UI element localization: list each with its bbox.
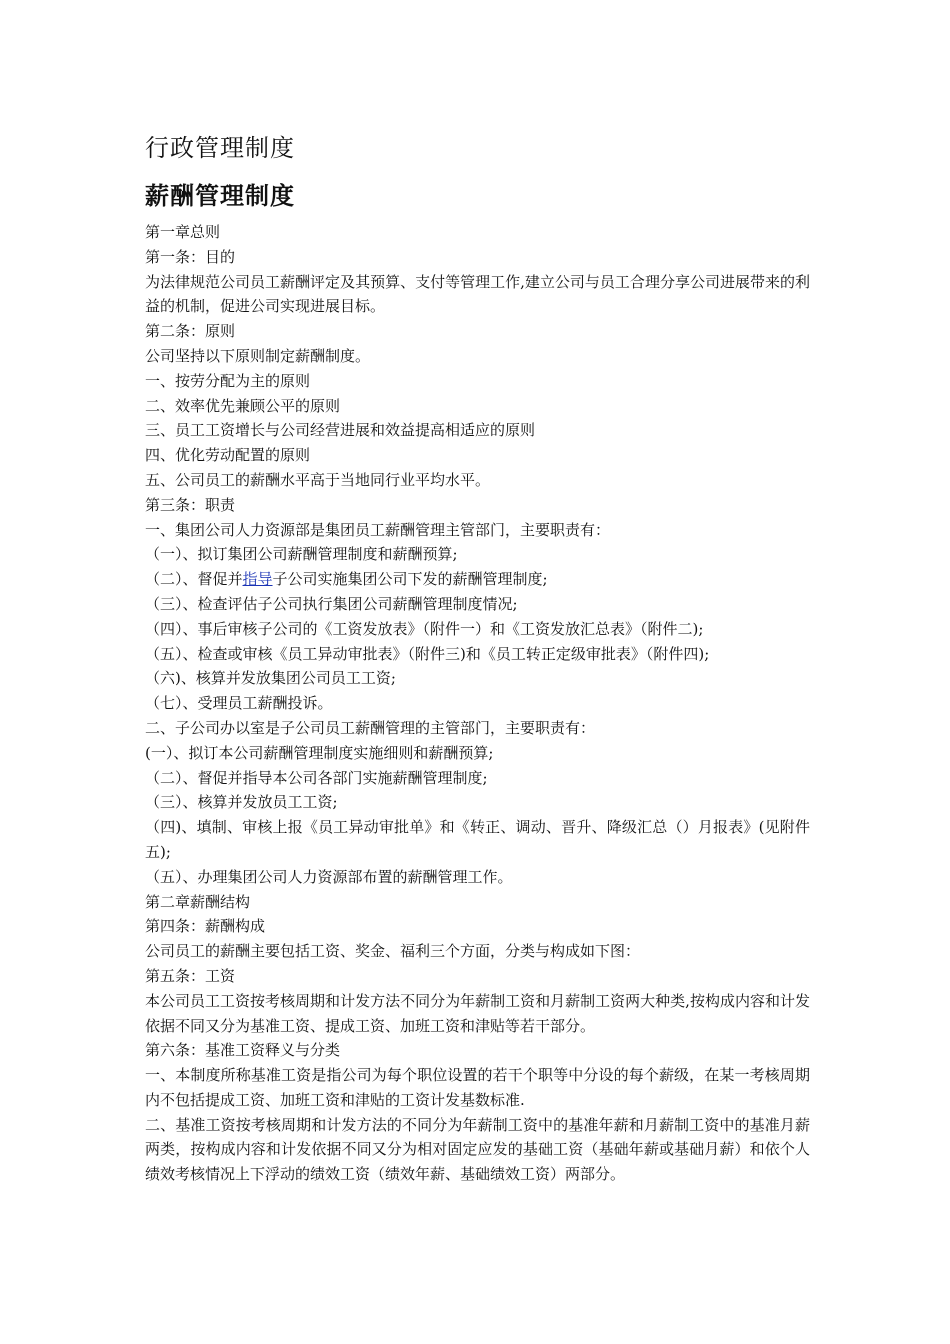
list-item: 一、集团公司人力资源部是集团员工薪酬管理主管部门，主要职责有： — [145, 520, 611, 539]
article-heading: 第五条：工资 — [145, 966, 236, 985]
list-item: （二）、督促并指导本公司各部门实施薪酬管理制度; — [145, 768, 488, 787]
document-page — [145, 130, 810, 1187]
paragraph: 公司坚持以下原则制定薪酬制度。 — [145, 346, 371, 365]
chapter-heading: 第二章薪酬结构 — [145, 892, 251, 911]
list-item: （六)、核算并发放集团公司员工工资; — [145, 669, 396, 688]
article-heading: 第二条：原则 — [145, 322, 236, 341]
chapter-heading: 第一章总则 — [145, 223, 221, 241]
list-item: （一）、拟订集团公司薪酬管理制度和薪酬预算; — [145, 545, 458, 564]
article-heading: 第四条：薪酬构成 — [145, 917, 266, 936]
list-item: 二、效率优先兼顾公平的原则 — [145, 396, 341, 415]
list-item — [145, 567, 810, 592]
paragraph: 二、基准工资按考核周期和计发方法的不同分为年薪制工资中的基准年薪和月薪制工资中的基准月薪两类，按构成内容和计发依据不同又分为相对固定应发的基础工资（基础年薪或基础月薪）和依个人绩效考核情况上下浮动的绩效工资（绩效年薪、基础绩效工资）两部分。 — [145, 1115, 810, 1184]
list-item: （五）、办理集团公司人力资源部布置的薪酬管理工作。 — [145, 867, 513, 886]
list-item: （四）、事后审核子公司的《工资发放表》（附件一）和《工资发放汇总表》（附件二); — [145, 619, 704, 638]
list-item: 一、按劳分配为主的原则 — [145, 371, 311, 390]
list-item: （七）、受理员工薪酬投诉。 — [145, 694, 333, 713]
paragraph: 为法律规范公司员工薪酬评定及其预算、支付等管理工作,建立公司与员工合理分享公司进展带来的利益的机制，促进公司实现进展目标。 — [145, 272, 810, 316]
section-title: 薪酬管理制度 — [145, 182, 295, 210]
paragraph: 一、本制度所称基准工资是指公司为每个职位设置的若干个职等中分设的每个薪级，在某一考核周期内不包括提成工资、加班工资和津贴的工资计发基数标准. — [145, 1066, 810, 1109]
article-heading: 第一条：目的 — [145, 247, 236, 266]
article-heading: 第六条：基准工资释义与分类 — [145, 1041, 341, 1060]
list-item: (一）、拟订本公司薪酬管理制度实施细则和薪酬预算; — [145, 743, 494, 762]
article-heading: 第三条：职责 — [145, 495, 236, 514]
list-item: 二、子公司办以室是子公司员工薪酬管理的主管部门，主要职责有： — [145, 718, 596, 737]
list-item: （四)、填制、审核上报《员工异动审批单》和《转正、调动、晋升、降级汇总（）月报表》(见附件五); — [145, 818, 810, 861]
paragraph: 本公司员工工资按考核周期和计发方法不同分为年薪制工资和月薪制工资两大种类,按构成内容和计发依据不同又分为基准工资、提成工资、加班工资和津贴等若干部分。 — [145, 991, 810, 1035]
guide-link[interactable]: 指导 — [242, 570, 273, 589]
list-item: 五、公司员工的薪酬水平高于当地同行业平均水平。 — [145, 470, 491, 489]
document-title: 行政管理制度 — [145, 134, 295, 162]
list-item: （五）、检查或审核《员工异动审批表》（附件三)和《员工转正定级审批表》（附件四); — [145, 644, 710, 663]
list-item: （三）、核算并发放员工工资; — [145, 793, 338, 812]
list-item-text: （二）、督促并 — [145, 570, 243, 589]
paragraph: 公司员工的薪酬主要包括工资、奖金、福利三个方面，分类与构成如下图： — [145, 942, 641, 961]
list-item: 三、员工工资增长与公司经营进展和效益提高相适应的原则 — [145, 421, 536, 440]
list-item-text: 子公司实施集团公司下发的薪酬管理制度; — [272, 570, 548, 589]
list-item: （三）、检查评估子公司执行集团公司薪酬管理制度情况; — [145, 594, 518, 613]
list-item: 四、优化劳动配置的原则 — [145, 446, 311, 465]
